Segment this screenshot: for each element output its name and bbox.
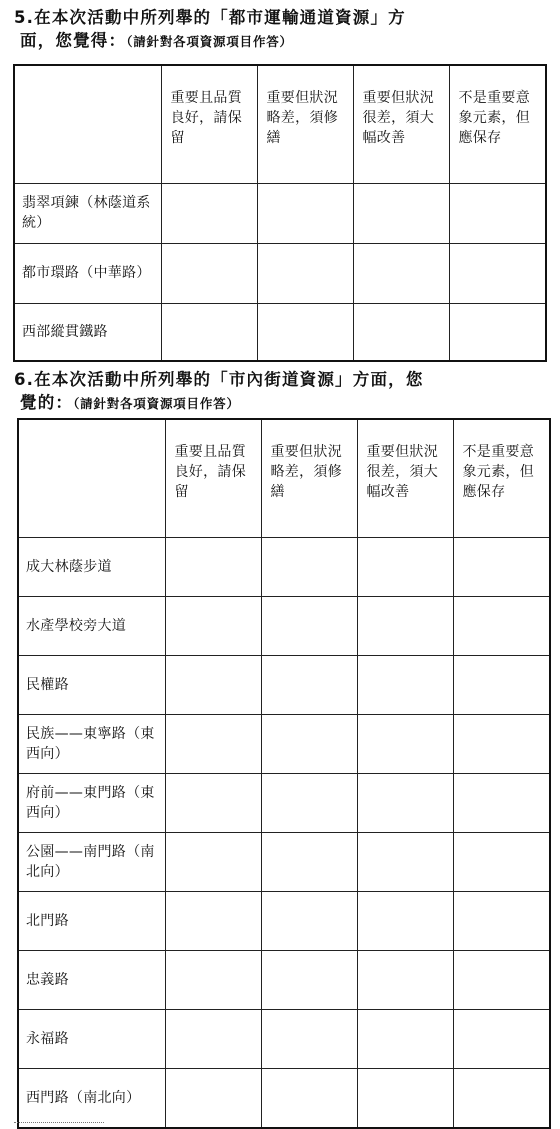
answer-cell[interactable]	[257, 243, 353, 303]
answer-cell[interactable]	[261, 537, 357, 596]
answer-cell[interactable]	[357, 832, 453, 891]
answer-cell[interactable]	[165, 832, 261, 891]
row-label: 民權路	[18, 655, 165, 714]
answer-cell[interactable]	[453, 773, 550, 832]
question-6-title-line2: 覺的：	[20, 393, 74, 412]
answer-cell[interactable]	[449, 243, 546, 303]
table-row	[18, 714, 550, 773]
column-header: 重要但狀況很差，須大幅改善	[353, 65, 449, 183]
answer-cell[interactable]	[165, 537, 261, 596]
answer-cell[interactable]	[449, 303, 546, 361]
answer-cell[interactable]	[453, 1009, 550, 1068]
question-6-instruction: （請針對各項資源項目作答）	[73, 396, 240, 411]
table-row	[18, 655, 550, 714]
answer-cell[interactable]	[453, 596, 550, 655]
answer-cell[interactable]	[261, 596, 357, 655]
header-corner-cell	[14, 65, 161, 183]
answer-cell[interactable]	[357, 1068, 453, 1128]
answer-cell[interactable]	[261, 714, 357, 773]
answer-cell[interactable]	[257, 303, 353, 361]
table-row	[18, 891, 550, 950]
column-header: 重要且品質良好，請保留	[161, 65, 257, 183]
answer-cell[interactable]	[161, 183, 257, 243]
answer-cell[interactable]	[357, 537, 453, 596]
question-5-title	[14, 6, 548, 53]
table-row	[14, 303, 546, 361]
table-header-row	[18, 419, 550, 537]
answer-cell[interactable]	[165, 1009, 261, 1068]
question-6-title-line1: 6.在本次活動中所列舉的「市內街道資源」方面，您	[14, 370, 424, 389]
column-header: 重要且品質良好，請保留	[165, 419, 261, 537]
table-row	[18, 1009, 550, 1068]
column-header: 不是重要意象元素，但應保存	[453, 419, 550, 537]
row-label: 西部縱貫鐵路	[14, 303, 161, 361]
question-6-title	[14, 368, 548, 415]
row-label: 西門路（南北向）	[18, 1068, 165, 1128]
table-row	[14, 183, 546, 243]
answer-cell[interactable]	[257, 183, 353, 243]
table-row	[18, 596, 550, 655]
table-header-row	[14, 65, 546, 183]
question-5-title-line1: 5.在本次活動中所列舉的「都市運輸通道資源」方	[14, 8, 406, 27]
answer-cell[interactable]	[357, 773, 453, 832]
row-label: 永福路	[18, 1009, 165, 1068]
row-label: 成大林蔭步道	[18, 537, 165, 596]
table-row	[14, 243, 546, 303]
question-6-table	[17, 418, 551, 1129]
answer-cell[interactable]	[165, 773, 261, 832]
column-header: 重要但狀況略差，須修繕	[261, 419, 357, 537]
answer-cell[interactable]	[357, 596, 453, 655]
answer-cell[interactable]	[453, 1068, 550, 1128]
column-header: 重要但狀況略差，須修繕	[257, 65, 353, 183]
question-5-title-line2: 面，您覺得：	[20, 31, 127, 50]
column-header: 重要但狀況很差，須大幅改善	[357, 419, 453, 537]
answer-cell[interactable]	[261, 655, 357, 714]
answer-cell[interactable]	[353, 303, 449, 361]
question-5-table	[13, 64, 547, 362]
header-corner-cell	[18, 419, 165, 537]
answer-cell[interactable]	[161, 303, 257, 361]
row-label: 忠義路	[18, 950, 165, 1009]
answer-cell[interactable]	[357, 950, 453, 1009]
question-5-instruction: （請針對各項資源項目作答）	[126, 34, 293, 49]
answer-cell[interactable]	[261, 773, 357, 832]
row-label: 公園——南門路（南北向）	[18, 832, 165, 891]
answer-cell[interactable]	[357, 891, 453, 950]
row-label: 民族——東寧路（東西向）	[18, 714, 165, 773]
answer-cell[interactable]	[453, 537, 550, 596]
answer-cell[interactable]	[353, 183, 449, 243]
table-row	[18, 950, 550, 1009]
answer-cell[interactable]	[261, 950, 357, 1009]
answer-cell[interactable]	[453, 655, 550, 714]
answer-cell[interactable]	[449, 183, 546, 243]
answer-cell[interactable]	[261, 891, 357, 950]
answer-cell[interactable]	[353, 243, 449, 303]
answer-cell[interactable]	[165, 655, 261, 714]
answer-cell[interactable]	[453, 714, 550, 773]
row-label: 水產學校旁大道	[18, 596, 165, 655]
answer-cell[interactable]	[453, 832, 550, 891]
row-label: 府前——東門路（東西向）	[18, 773, 165, 832]
answer-cell[interactable]	[357, 714, 453, 773]
row-label: 翡翠項鍊（林蔭道系統）	[14, 183, 161, 243]
table-row	[18, 832, 550, 891]
answer-cell[interactable]	[261, 1068, 357, 1128]
scan-artifact-divider	[14, 1122, 104, 1125]
answer-cell[interactable]	[357, 655, 453, 714]
answer-cell[interactable]	[357, 1009, 453, 1068]
answer-cell[interactable]	[165, 596, 261, 655]
answer-cell[interactable]	[261, 1009, 357, 1068]
answer-cell[interactable]	[165, 714, 261, 773]
row-label: 都市環路（中華路）	[14, 243, 161, 303]
answer-cell[interactable]	[453, 891, 550, 950]
answer-cell[interactable]	[261, 832, 357, 891]
row-label: 北門路	[18, 891, 165, 950]
column-header: 不是重要意象元素，但應保存	[449, 65, 546, 183]
table-row	[18, 1068, 550, 1128]
table-row	[18, 537, 550, 596]
answer-cell[interactable]	[165, 950, 261, 1009]
answer-cell[interactable]	[161, 243, 257, 303]
answer-cell[interactable]	[165, 1068, 261, 1128]
table-row	[18, 773, 550, 832]
answer-cell[interactable]	[165, 891, 261, 950]
answer-cell[interactable]	[453, 950, 550, 1009]
